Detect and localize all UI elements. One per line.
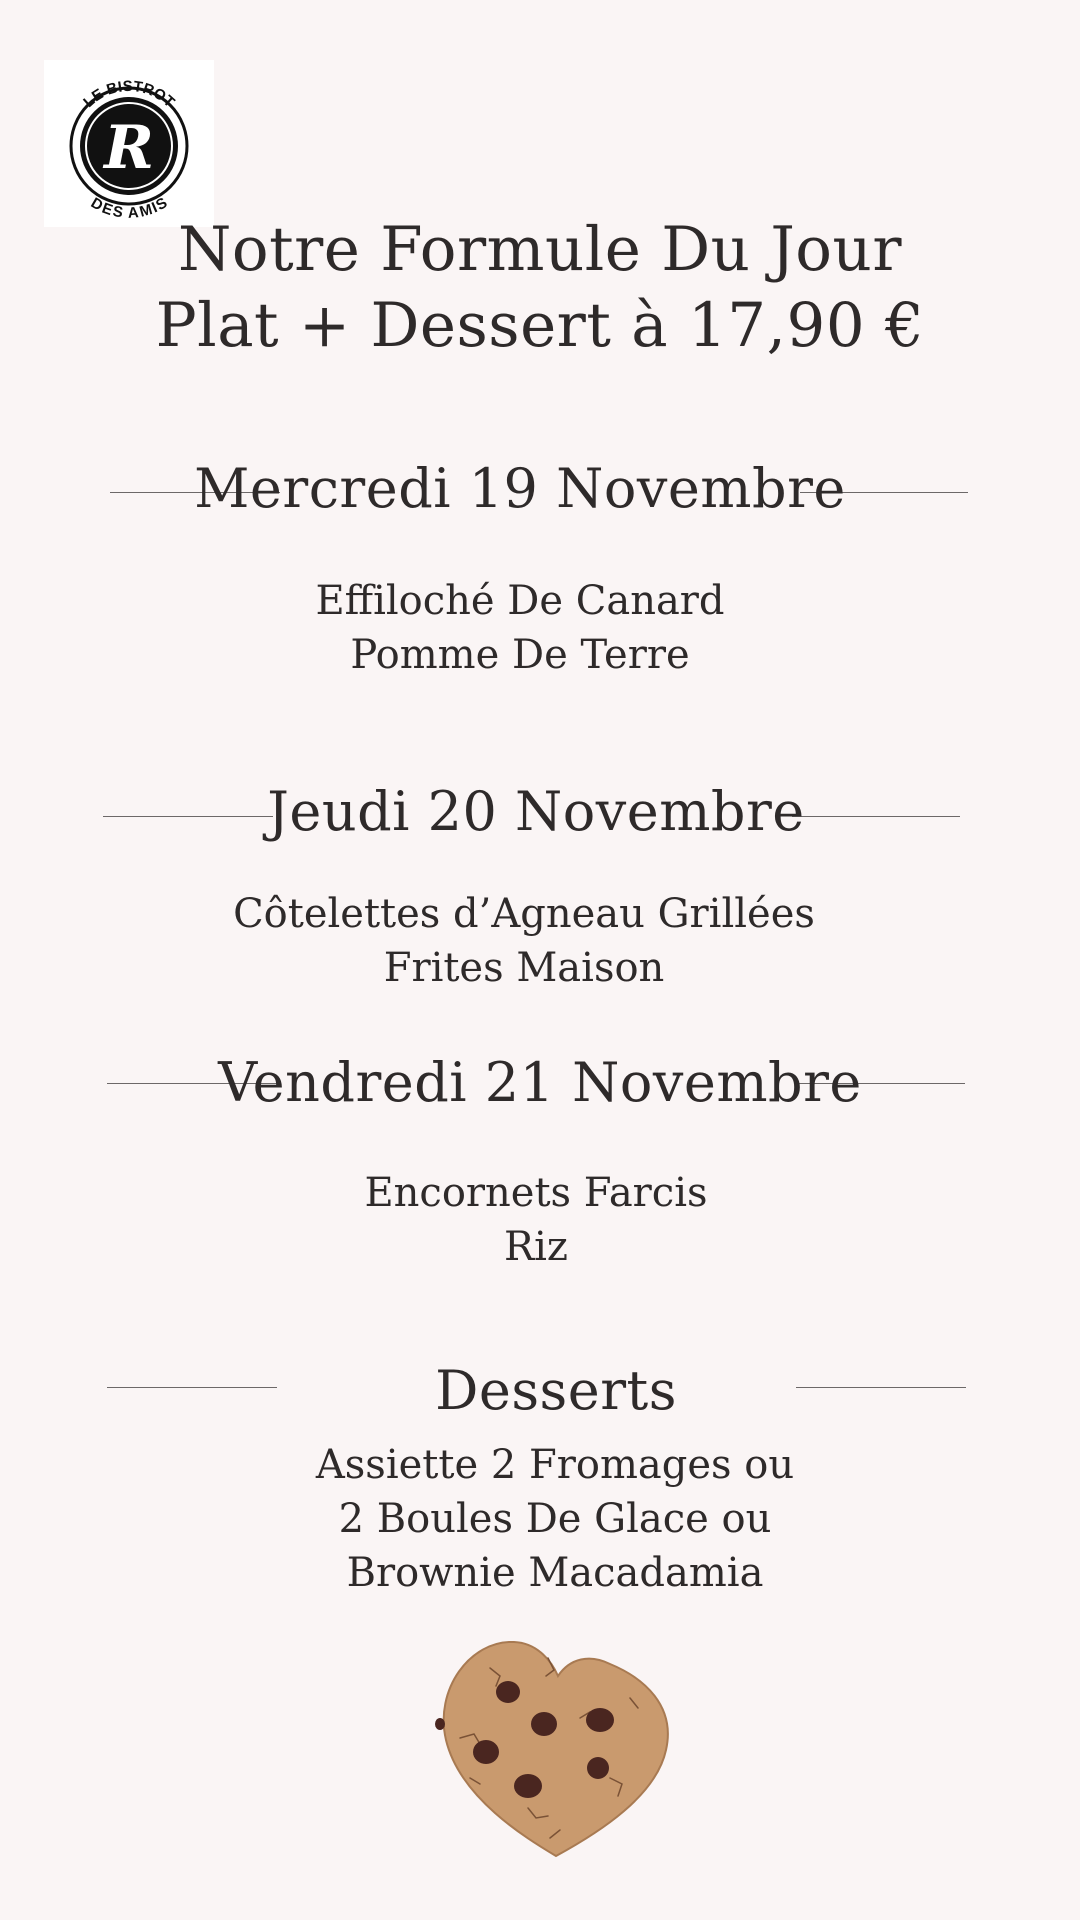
day-heading-thursday: Jeudi 20 Novembre	[267, 780, 805, 843]
desserts-heading: Desserts	[435, 1359, 677, 1422]
dessert-option: Assiette 2 Fromages ou	[315, 1442, 795, 1488]
dish-main: Effiloché De Canard	[315, 578, 725, 624]
logo-arc-bottom: DES AMIS	[87, 194, 171, 222]
logo-letter: R	[104, 113, 154, 183]
logo-emblem-icon	[44, 60, 214, 227]
day-heading-wednesday: Mercredi 19 Novembre	[194, 457, 846, 520]
menu-title	[0, 212, 1080, 364]
dish-side: Frites Maison	[383, 945, 665, 991]
day-dishes-thursday	[0, 887, 1064, 995]
title-line-1: Notre Formule Du Jour	[178, 214, 902, 285]
heart-cookie-icon	[430, 1628, 682, 1872]
title-line-2: Plat + Dessert à 17,90 €	[155, 290, 925, 361]
dessert-option: 2 Boules De Glace ou	[338, 1496, 772, 1542]
day-heading-friday: Vendredi 21 Novembre	[218, 1051, 862, 1114]
logo-arc-top: LE BISTROT	[80, 77, 178, 112]
dessert-options	[15, 1438, 1080, 1600]
day-dishes-wednesday	[0, 574, 1060, 682]
dish-side: Pomme De Terre	[350, 632, 690, 678]
dish-side: Riz	[504, 1224, 568, 1270]
dish-main: Encornets Farcis	[364, 1170, 708, 1216]
day-dishes-friday	[0, 1166, 1076, 1274]
dessert-option: Brownie Macadamia	[346, 1550, 764, 1596]
dish-main: Côtelettes d’Agneau Grillées	[233, 891, 815, 937]
bistrot-logo	[44, 60, 214, 227]
